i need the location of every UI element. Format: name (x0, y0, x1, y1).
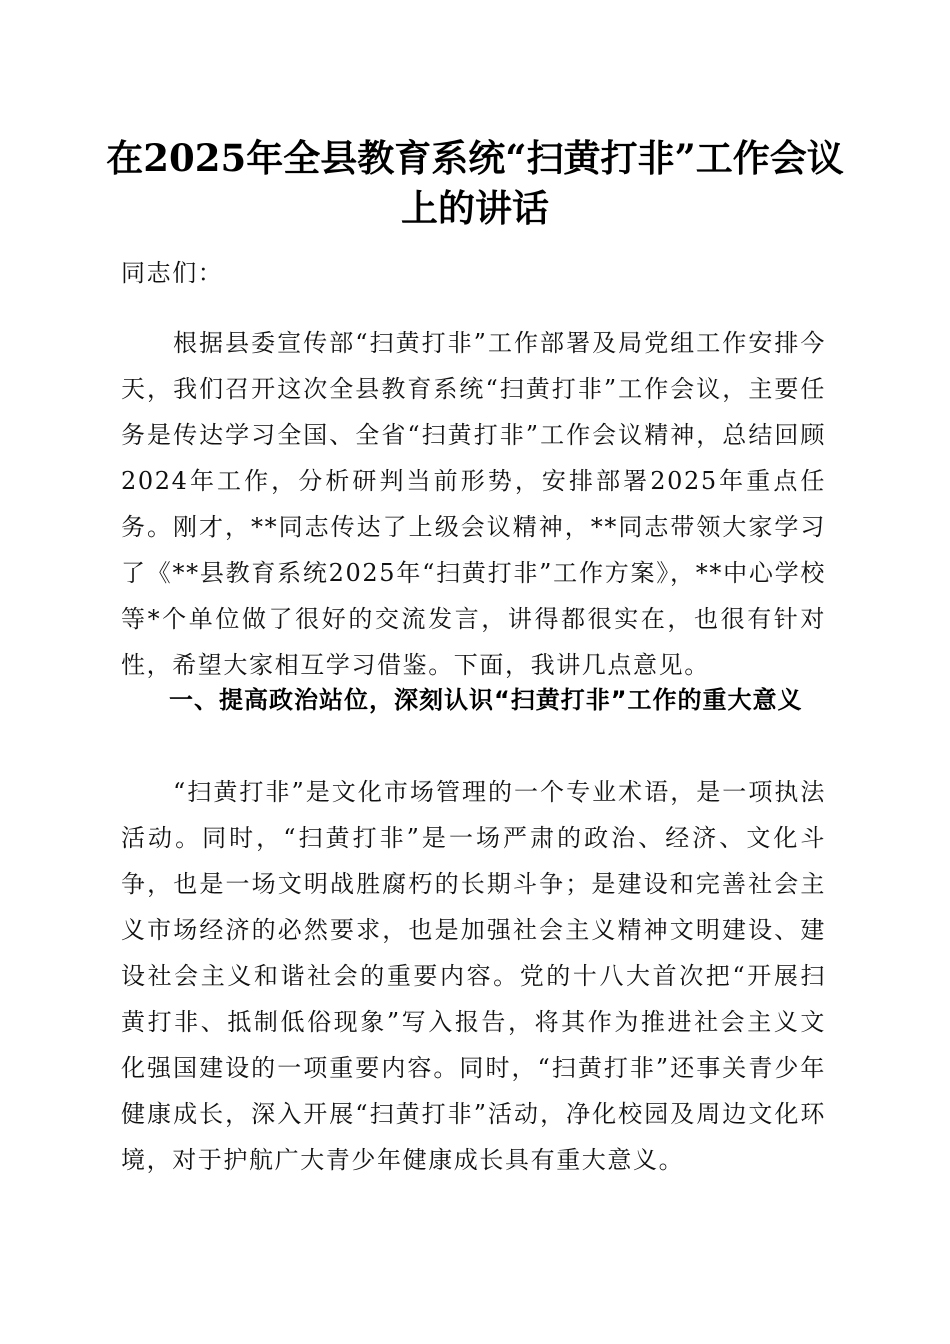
opening-paragraph: 根据县委宣传部“扫黄打非”工作部署及局党组工作安排今天，我们召开这次全县教育系统“扫黄打非”工作会议，主要任务是传达学习全国、全省“扫黄打非”工作会议精神，总结回顾2024年工作，分析研判当前形势，安排部署2025年重点任务。刚才，**同志传达了上级会议精神，**同志带领大家学习了《**县教育系统2025年“扫黄打非”工作方案》，**中心学校等*个单位做了很好的交流发言，讲得都很实在，也很有针对性，希望大家相互学习借鉴。下面，我讲几点意见。 (121, 329, 826, 679)
document-title: 在2025年全县教育系统“扫黄打非”工作会议上的讲话 (106, 136, 844, 230)
section-1-paragraph: “扫黄打非”是文化市场管理的一个专业术语，是一项执法活动。同时，“扫黄打非”是一场严肃的政治、经济、文化斗争，也是一场文明战胜腐朽的长期斗争；是建设和完善社会主义市场经济的必然要求，也是加强社会主义精神文明建设、建设社会主义和谐社会的重要内容。党的十八大首次把“开展扫黄打非、抵制低俗现象”写入报告，将其作为推进社会主义文化强国建设的一项重要内容。同时，“扫黄打非”还事关青少年健康成长，深入开展“扫黄打非”活动，净化校园及周边文化环境，对于护航广大青少年健康成长具有重大意义。 (121, 778, 826, 1174)
section-heading-1: 一、提高政治站位，深刻认识“扫黄打非”工作的重大意义 (169, 686, 803, 714)
salutation: 同志们： (121, 259, 224, 287)
